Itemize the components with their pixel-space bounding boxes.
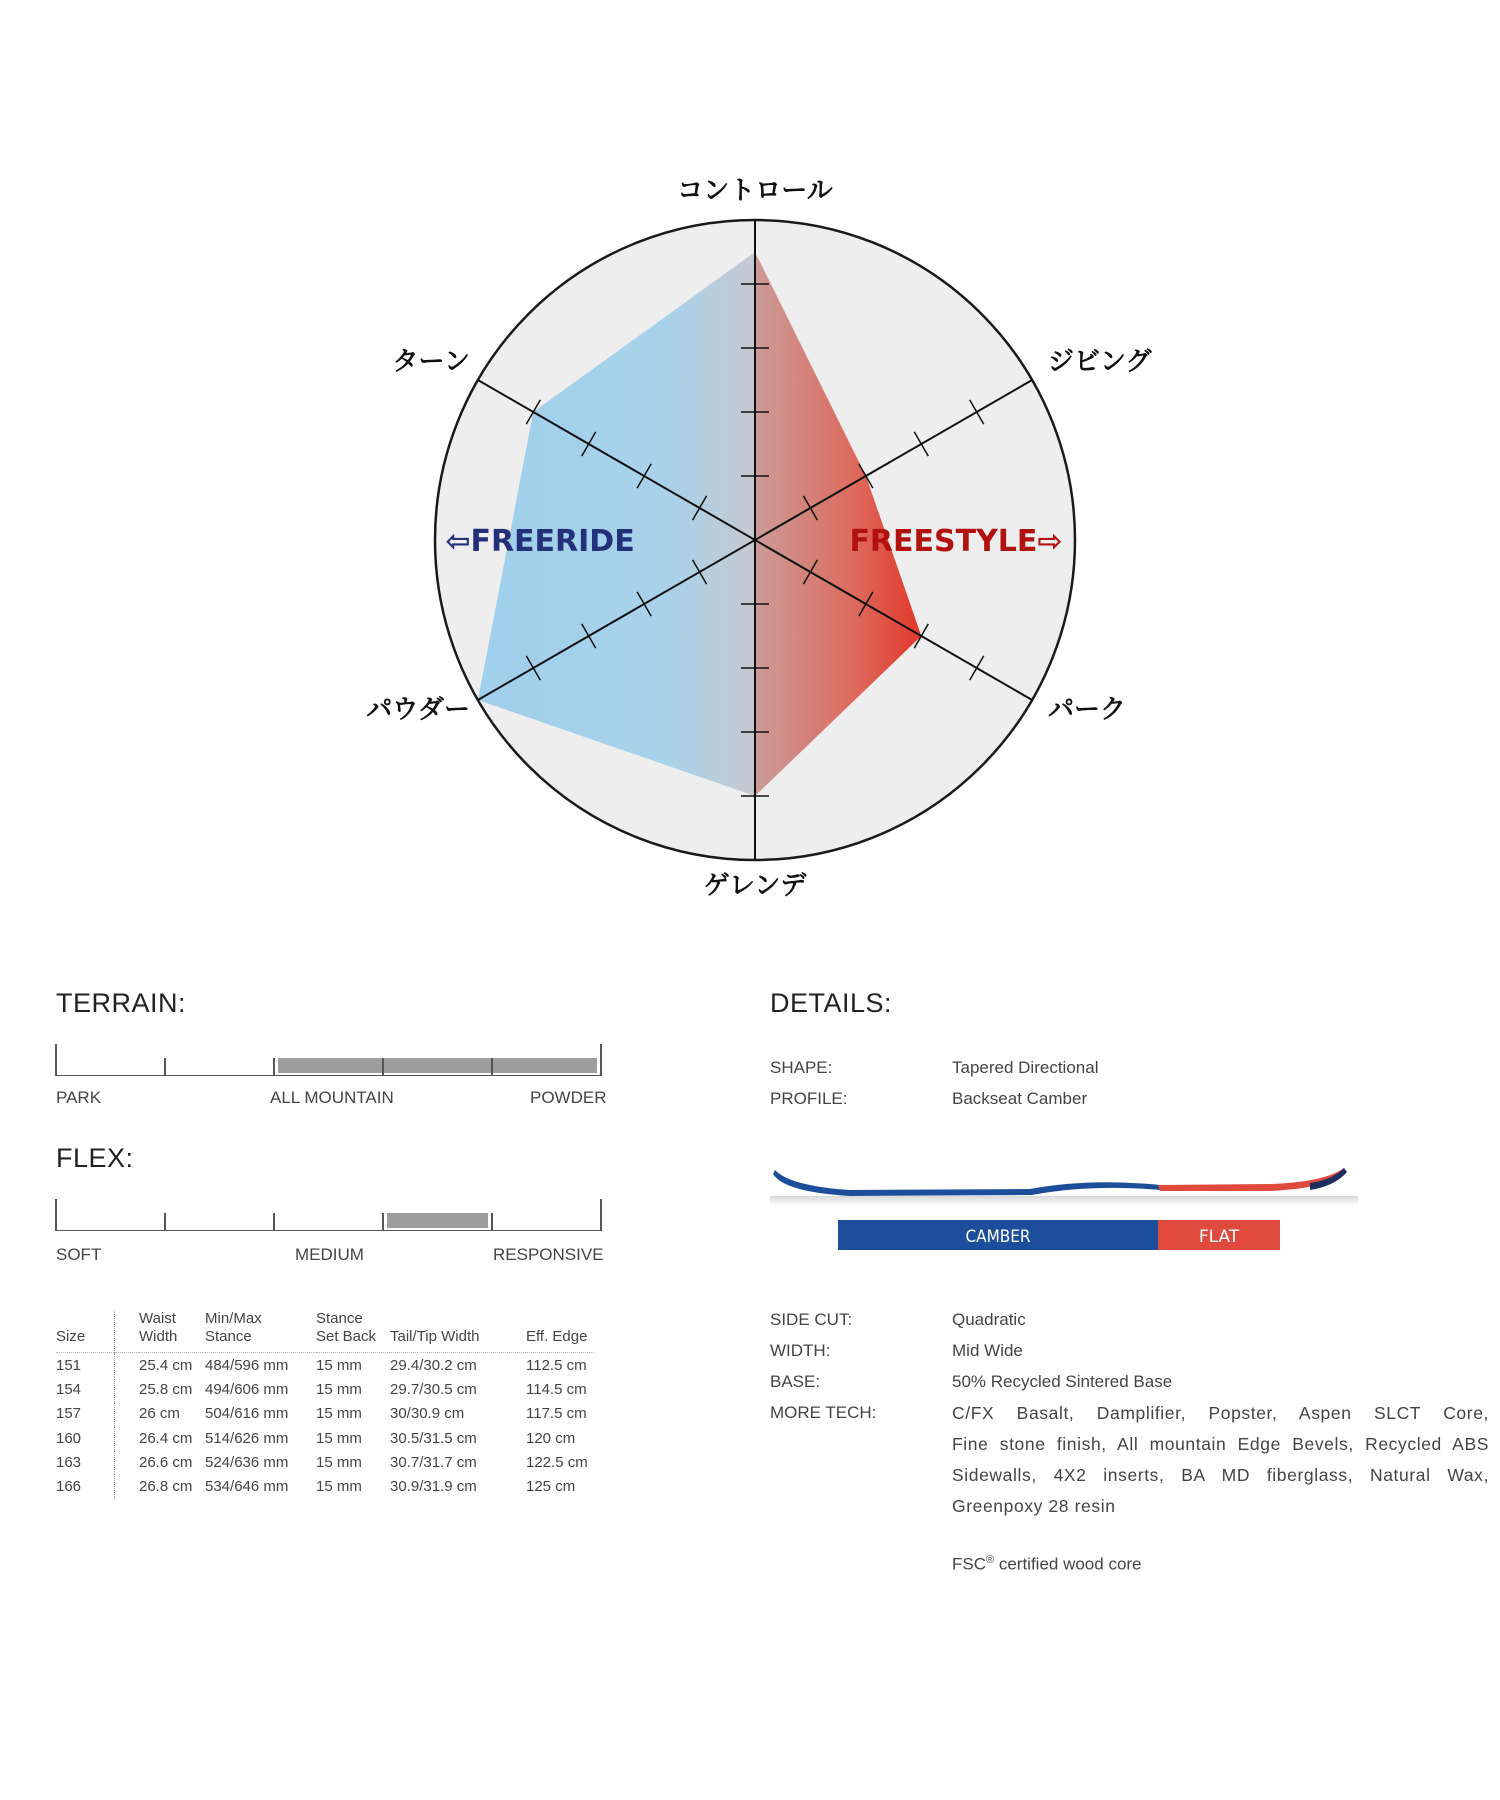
table-row: 163 26.6 cm 524/636 mm 15 mm 30.7/31.7 cm 122.5 cm xyxy=(56,1450,594,1474)
header-eff-edge: Eff. Edge xyxy=(526,1328,588,1345)
base-value: 50% Recycled Sintered Base xyxy=(952,1372,1173,1391)
scale-tick xyxy=(382,1213,384,1231)
terrain-scale xyxy=(56,1044,601,1076)
terrain-label-powder: POWDER xyxy=(530,1088,607,1107)
table-row: 166 26.8 cm 534/646 mm 15 mm 30.9/31.9 cm 125 cm xyxy=(56,1474,594,1498)
table-row: 151 25.4 cm 484/596 mm 15 mm 29.4/30.2 cm 112.5 cm xyxy=(56,1353,594,1378)
sidecut-key: SIDE CUT: xyxy=(770,1310,853,1329)
more-tech-line-4: Greenpoxy 28 resin xyxy=(952,1496,1116,1516)
header-waist: Waist Width xyxy=(139,1310,178,1345)
board-camber-section xyxy=(773,1170,1162,1196)
header-minmax-stance: Min/Max Stance xyxy=(205,1310,262,1345)
header-stance-setback: Stance Set Back xyxy=(316,1310,377,1345)
scale-tick xyxy=(55,1199,57,1231)
freestyle-label: FREESTYLE⇨ xyxy=(849,524,1063,559)
profile-key: PROFILE: xyxy=(770,1089,848,1108)
flex-baseline xyxy=(56,1230,601,1232)
flex-label-soft: SOFT xyxy=(56,1245,102,1264)
profile-value: Backseat Camber xyxy=(952,1089,1088,1108)
flex-range-fill xyxy=(387,1213,488,1228)
scale-tick xyxy=(600,1199,602,1231)
scale-tick xyxy=(600,1044,602,1076)
terrain-baseline xyxy=(56,1075,601,1077)
board-profile-diagram xyxy=(770,1150,1360,1260)
terrain-label-all-mountain: ALL MOUNTAIN xyxy=(270,1088,394,1107)
width-value: Mid Wide xyxy=(952,1341,1023,1360)
board-shadow xyxy=(770,1196,1358,1206)
radar-axis-label: コントロール xyxy=(677,176,833,206)
terrain-label-park: PARK xyxy=(56,1088,102,1107)
more-tech-line-1: C/FX Basalt, Damplifier, Popster, Aspen SLCT Core, xyxy=(952,1403,1489,1423)
radar-axis-label: ゲレンデ xyxy=(703,871,807,901)
scale-tick xyxy=(273,1058,275,1076)
scale-tick xyxy=(273,1213,275,1231)
fsc-note: FSC® certified wood core xyxy=(952,1554,1142,1574)
flex-title: FLEX: xyxy=(56,1143,134,1173)
terrain-title: TERRAIN: xyxy=(56,988,187,1018)
scale-tick xyxy=(164,1213,166,1231)
terrain-range-fill xyxy=(278,1058,597,1073)
more-tech-line-2: Fine stone finish, All mountain Edge Bevels, Recycled ABS xyxy=(952,1434,1489,1454)
base-key: BASE: xyxy=(770,1372,821,1391)
details-title: DETAILS: xyxy=(770,988,893,1018)
flex-label-responsive: RESPONSIVE xyxy=(493,1245,604,1264)
scale-tick xyxy=(164,1058,166,1076)
more-tech-key: MORE TECH: xyxy=(770,1403,877,1422)
table-row: 157 26 cm 504/616 mm 15 mm 30/30.9 cm 117.5 cm xyxy=(56,1402,594,1426)
camber-label: CAMBER xyxy=(965,1227,1031,1247)
header-tail-tip: Tail/Tip Width xyxy=(390,1328,480,1345)
flat-label: FLAT xyxy=(1198,1227,1240,1247)
header-size: Size xyxy=(56,1328,86,1345)
more-tech-line-3: Sidewalls, 4X2 inserts, BA MD fiberglass, Natural Wax, xyxy=(952,1465,1489,1485)
flex-scale xyxy=(56,1199,601,1231)
radar-axis-label: パウダー xyxy=(366,695,470,725)
radar-axis-label: ジビング xyxy=(1048,347,1152,377)
radar-axis-label: パーク xyxy=(1048,695,1127,725)
scale-tick xyxy=(382,1058,384,1076)
board-tail-tip xyxy=(1310,1168,1347,1190)
shape-key: SHAPE: xyxy=(770,1058,833,1077)
radar-axis-label: ターン xyxy=(392,347,470,377)
table-row: 160 26.4 cm 514/626 mm 15 mm 30.5/31.5 cm 120 cm xyxy=(56,1426,594,1450)
table-row: 154 25.8 cm 494/606 mm 15 mm 29.7/30.5 cm 114.5 cm xyxy=(56,1377,594,1401)
scale-tick xyxy=(55,1044,57,1076)
scale-tick xyxy=(491,1058,493,1076)
width-key: WIDTH: xyxy=(770,1341,831,1360)
shape-value: Tapered Directional xyxy=(952,1058,1099,1077)
scale-tick xyxy=(491,1213,493,1231)
size-table xyxy=(56,1310,594,1499)
flex-label-medium: MEDIUM xyxy=(295,1245,364,1264)
sidecut-value: Quadratic xyxy=(952,1310,1026,1329)
freeride-label: ⇦FREERIDE xyxy=(445,524,635,559)
